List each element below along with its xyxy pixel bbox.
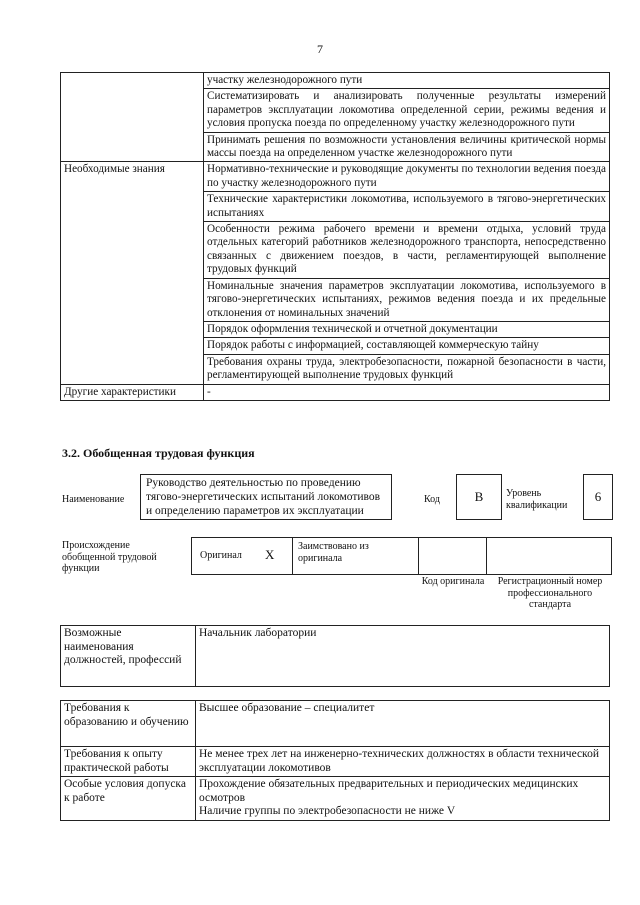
table-cell: Порядок работы с информацией, составляющей коммерческую тайну: [204, 338, 610, 354]
table-cell: [196, 777, 610, 821]
page-number: 7: [317, 42, 323, 56]
table-row: [61, 162, 610, 192]
section-title: 3.2. Обобщенная трудовая функция: [62, 446, 255, 460]
table-cell: Нормативно-технические и руководящие документы по технологии ведения поезда по участку железнодорожного пути: [204, 162, 610, 192]
row-label: Другие характеристики: [61, 384, 204, 400]
original-cell: [191, 537, 293, 575]
requirement-line: Прохождение обязательных предварительных и периодических медицинских осмотров: [199, 778, 579, 804]
table-cell: Номинальные значения параметров эксплуатации локомотива, используемого в тягово-энергетических испытаниях, режимов ведения поезда и их предельные отклонения от номинальных значений: [204, 278, 610, 321]
table-cell: Начальник лаборатории: [196, 626, 610, 687]
row-label: Требования к опыту практической работы: [61, 747, 196, 777]
positions-table: [60, 625, 610, 687]
code-label: Код: [424, 494, 440, 505]
original-mark: X: [265, 547, 275, 562]
requirements-table: [60, 700, 610, 821]
table-cell: -: [204, 384, 610, 400]
table-cell: Принимать решения по возможности установления величины критической нормы массы поезда на определенном участке железнодорожного пути: [204, 132, 610, 162]
origin-label: Происхождение обобщенной трудовой функции: [62, 540, 157, 574]
reg-number-cell: [486, 537, 612, 575]
knowledge-skills-table: [60, 72, 610, 401]
table-row: [61, 701, 610, 747]
table-row: [61, 747, 610, 777]
name-label: Наименование: [62, 494, 125, 505]
table-cell: Систематизировать и анализировать полученные результаты измерений параметров эксплуатации локомотива определенной серии, режимы ведения и условия пропуска поезда по определенному участку железнодорожного пути: [204, 89, 610, 132]
requirement-line: Наличие группы по электробезопасности не ниже V: [199, 805, 456, 818]
table-cell: Порядок оформления технической и отчетной документации: [204, 321, 610, 337]
table-cell: Требования охраны труда, электробезопасности, пожарной безопасности в части, регламентирующей выполнение трудовых функций: [204, 354, 610, 384]
code-value: B: [456, 474, 502, 520]
row-label: Требования к образованию и обучению: [61, 701, 196, 747]
row-label: Возможные наименования должностей, профессий: [61, 626, 196, 687]
code-original-cell: [418, 537, 487, 575]
table-cell: Особенности режима рабочего времени и времени отдыха, условий труда отдельных категорий работников железнодорожного транспорта, непосредственно связанных с движением поездов, в части, регламентирующей выполнение трудовых функций: [204, 222, 610, 279]
table-row: [61, 384, 610, 400]
table-cell: Не менее трех лет на инженерно-технических должностях в области технической эксплуатации локомотивов: [196, 747, 610, 777]
table-cell: Технические характеристики локомотива, используемого в тягово-энергетических испытаниях: [204, 192, 610, 222]
borrowed-cell: Заимствовано из оригинала: [292, 537, 419, 575]
row-label: [61, 73, 204, 162]
table-row: [61, 626, 610, 687]
level-value: 6: [583, 474, 613, 520]
original-label: Оригинал: [200, 550, 242, 561]
table-row: [61, 777, 610, 821]
table-cell: Высшее образование – специалитет: [196, 701, 610, 747]
level-label: Уровень квалификации: [506, 488, 568, 511]
table-cell: участку железнодорожного пути: [204, 73, 610, 89]
code-original-caption: Код оригинала: [421, 576, 485, 587]
reg-number-caption: Регистрационный номер профессионального стандарта: [497, 576, 603, 610]
table-row: [61, 73, 610, 89]
row-label: Необходимые знания: [61, 162, 204, 384]
row-label: Особые условия допуска к работе: [61, 777, 196, 821]
function-name: Руководство деятельностью по проведению тягово-энергетических испытаний локомотивов и определению параметров их эксплуатации: [140, 474, 392, 520]
